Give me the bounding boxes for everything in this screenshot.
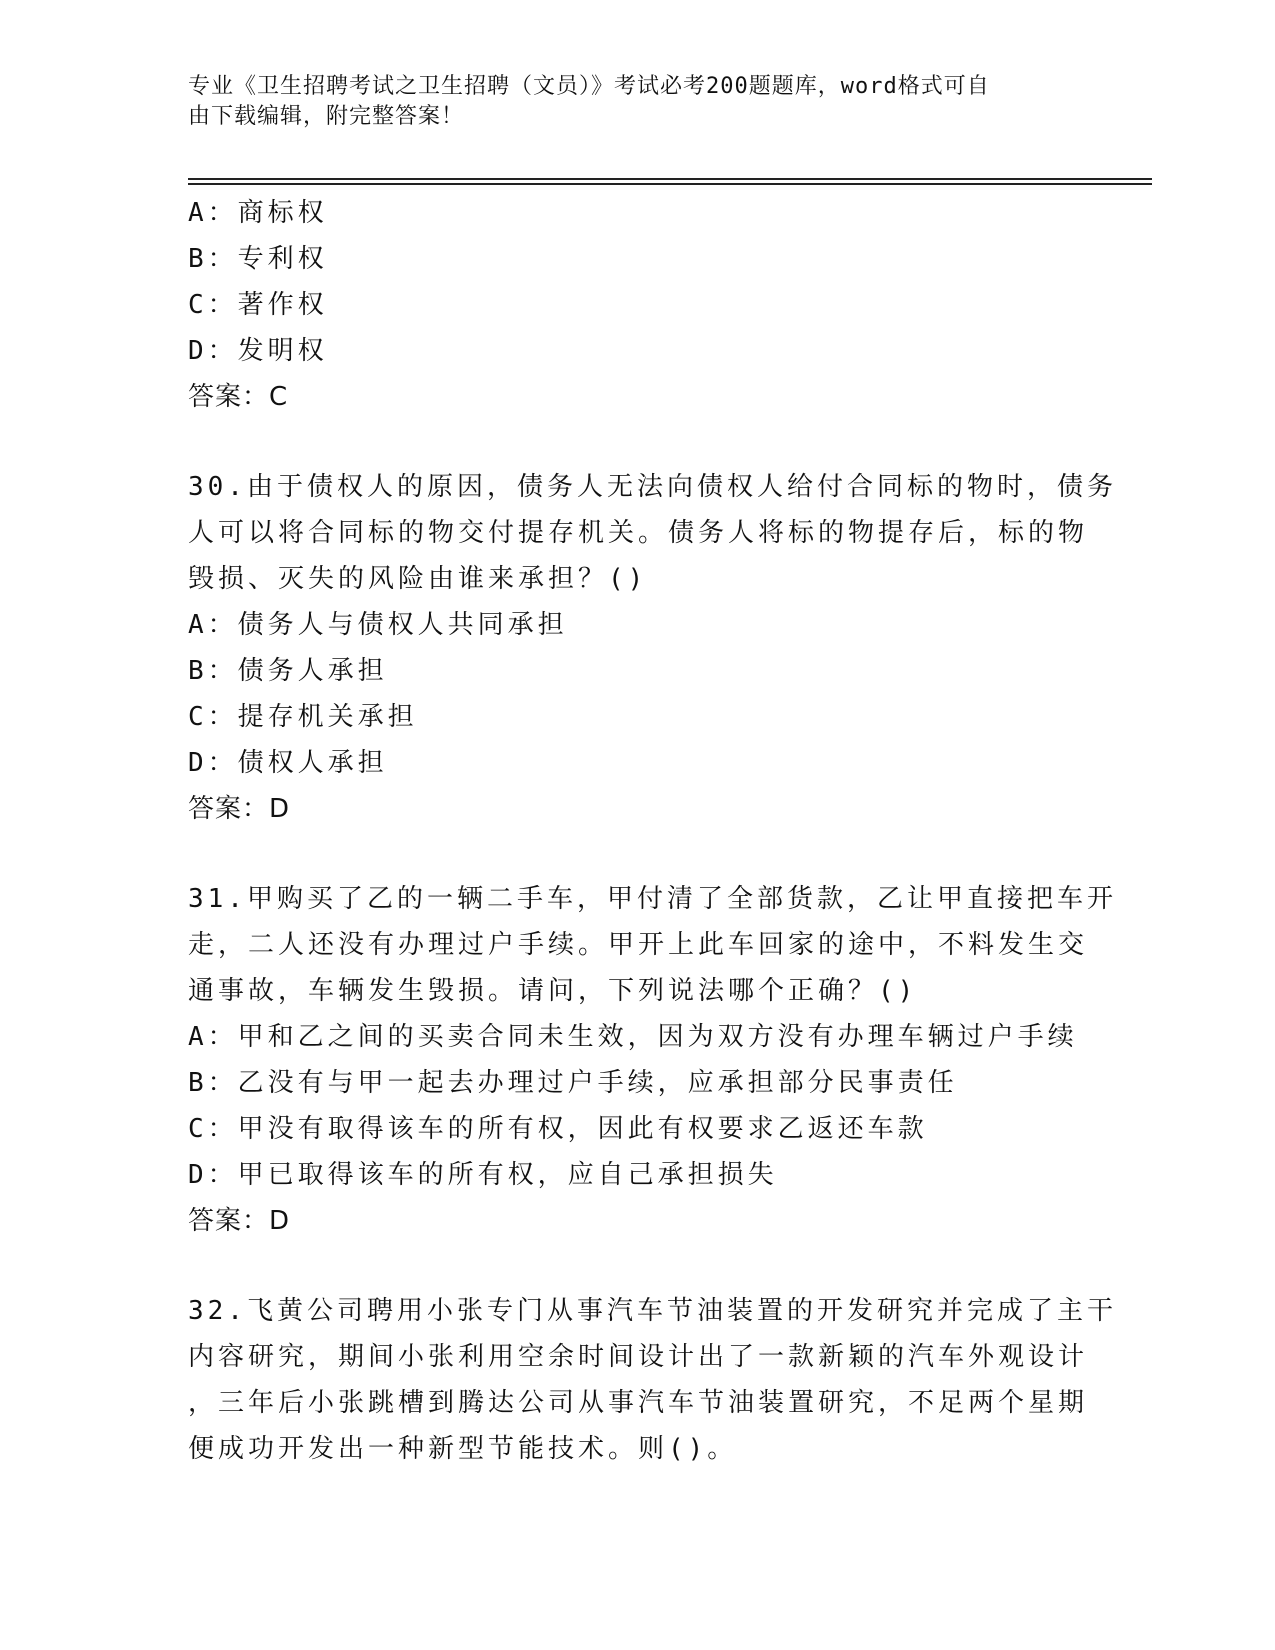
question-text-line: 内容研究，期间小张利用空余时间设计出了一款新颖的汽车外观设计 bbox=[188, 1342, 1089, 1372]
question-31 bbox=[188, 876, 1117, 1244]
option-d: D：甲已取得该车的所有权，应自己承担损失 bbox=[188, 1160, 778, 1190]
header-rule-bottom bbox=[188, 183, 1152, 185]
option-d: D：债权人承担 bbox=[188, 748, 388, 778]
option-a: A：商标权 bbox=[188, 198, 328, 228]
option-b: B：乙没有与甲一起去办理过户手续，应承担部分民事责任 bbox=[188, 1068, 958, 1098]
question-text-line: 通事故，车辆发生毁损。请问，下列说法哪个正确？() bbox=[188, 976, 918, 1006]
option-c: C：提存机关承担 bbox=[188, 702, 418, 732]
question-text-line: 31.甲购买了乙的一辆二手车，甲付清了全部货款，乙让甲直接把车开 bbox=[188, 884, 1117, 914]
option-d: D：发明权 bbox=[188, 336, 328, 366]
document-header bbox=[188, 72, 1068, 132]
spacer bbox=[188, 832, 1088, 876]
spacer bbox=[188, 1244, 1088, 1288]
spacer bbox=[188, 420, 1088, 464]
header-line-1: 专业《卫生招聘考试之卫生招聘（文员）》考试必考200题题库，word格式可自 bbox=[188, 74, 990, 99]
question-text-line: 毁损、灭失的风险由谁来承担？() bbox=[188, 564, 648, 594]
question-text-line: 走，二人还没有办理过户手续。甲开上此车回家的途中，不料发生交 bbox=[188, 930, 1089, 960]
option-b: B：专利权 bbox=[188, 244, 328, 274]
question-29 bbox=[188, 190, 1088, 420]
answer-line: 答案：C bbox=[188, 382, 289, 412]
answer-line: 答案：D bbox=[188, 1206, 291, 1236]
option-a: A：债务人与债权人共同承担 bbox=[188, 610, 568, 640]
question-text-line: 人可以将合同标的物交付提存机关。债务人将标的物提存后，标的物 bbox=[188, 518, 1089, 548]
option-b: B：债务人承担 bbox=[188, 656, 388, 686]
option-c: C：著作权 bbox=[188, 290, 328, 320]
header-rule-top bbox=[188, 178, 1152, 180]
question-text-line: 32.飞黄公司聘用小张专门从事汽车节油装置的开发研究并完成了主干 bbox=[188, 1296, 1117, 1326]
question-text-line: 便成功开发出一种新型节能技术。则()。 bbox=[188, 1434, 738, 1464]
option-c: C：甲没有取得该车的所有权，因此有权要求乙返还车款 bbox=[188, 1114, 928, 1144]
answer-line: 答案：D bbox=[188, 794, 291, 824]
question-text-line: ，三年后小张跳槽到腾达公司从事汽车节油装置研究，不足两个星期 bbox=[188, 1388, 1089, 1418]
header-line-2: 由下载编辑，附完整答案！ bbox=[188, 104, 465, 129]
question-text-line: 30.由于债权人的原因，债务人无法向债权人给付合同标的物时，债务 bbox=[188, 472, 1117, 502]
document-body bbox=[188, 190, 1117, 1472]
option-a: A：甲和乙之间的买卖合同未生效，因为双方没有办理车辆过户手续 bbox=[188, 1022, 1078, 1052]
question-30 bbox=[188, 464, 1117, 832]
question-32 bbox=[188, 1288, 1117, 1472]
